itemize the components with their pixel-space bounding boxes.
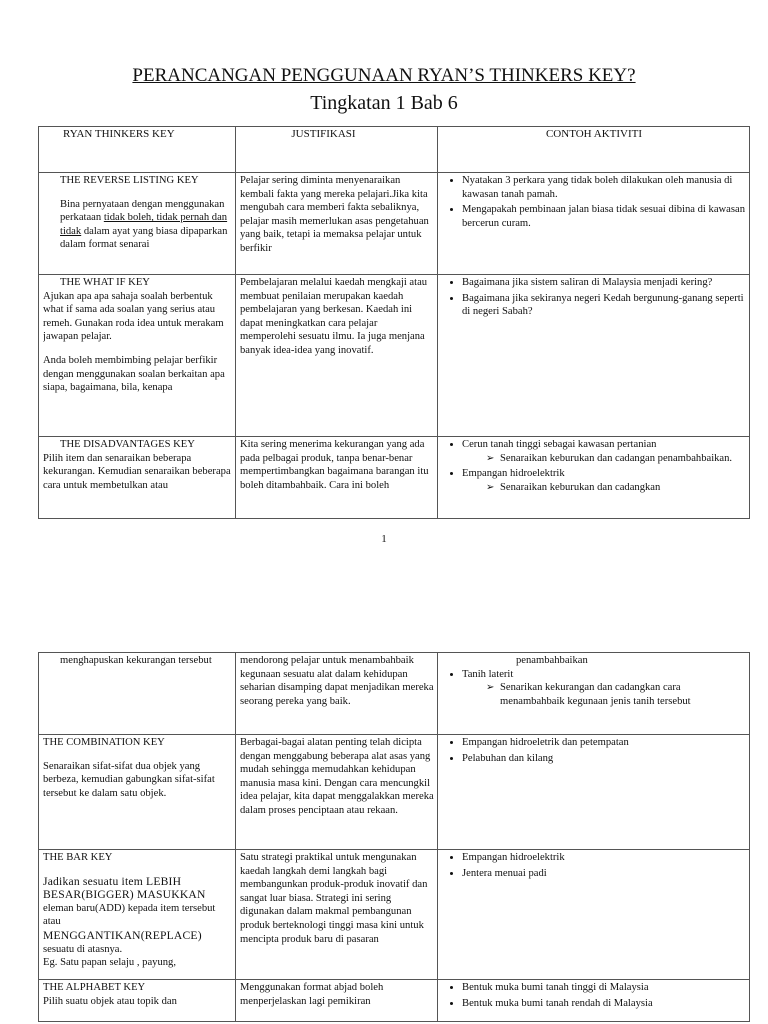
key-cell bbox=[39, 275, 236, 437]
table-row bbox=[39, 173, 750, 275]
list-item: • Empangan hidroelektrik ➢ Senaraikan keburukan dan cadangkan bbox=[462, 467, 746, 494]
justification-cell: Satu strategi praktikal untuk mengunakan kaedah langkah demi langkah bagi membangunkan produk-produk inovatif dan sangat luar biasa. Strategi ini sering digunakan dalam makmal pembangunan produk berteknologi tinggi masa kini untuk mencipta produk baru di pasaran bbox=[236, 850, 438, 980]
list-item: • Mengapakah pembinaan jalan biasa tidak sesuai dibina di kawasan bercerun curam. bbox=[462, 203, 746, 230]
justification-cell: Pembelajaran melalui kaedah mengkaji atau membuat penilaian merupakan kaedah pembelajaran yang berkesan. Kaedah ini dapat meningkatkan cara pelajar memperolehi sesuatu ilmu. Ia juga menjana banyak idea-idea yang inovatif. bbox=[236, 275, 438, 437]
justification-cell: Berbagai-bagai alatan penting telah dicipta dengan menggabung beberapa alat asas yang mudah sehingga memudahkan kehidupan manusia masa kini. Dengan cara mencungkil idea pelajar, kita dapat menggalakkan mereka dalam proses penciptaan atau rekaan. bbox=[236, 735, 438, 850]
sub-list-item: ➢ Senarikan kekurangan dan cadangkan cara menambahbaik kegunaan jenis tanih tersebut bbox=[500, 681, 746, 708]
key-description: Pilih suatu objek atau topik dan bbox=[43, 995, 177, 1007]
list-item: • Nyatakan 3 perkara yang tidak boleh dilakukan oleh manusia di kawasan tanah pamah. bbox=[462, 174, 746, 201]
key-cell bbox=[39, 735, 236, 850]
key-description: sesuatu di atasnya. bbox=[43, 943, 123, 955]
list-item: • Cerun tanah tinggi sebagai kawasan pertanian ➢ Senaraikan keburukan dan cadangan penambahbaikan. bbox=[462, 438, 746, 465]
table-row bbox=[39, 275, 750, 437]
document-subtitle: Tingkatan 1 Bab 6 bbox=[310, 92, 458, 114]
key-name: THE WHAT IF KEY bbox=[60, 277, 150, 288]
sub-list-item: ➢ Senaraikan keburukan dan cadangan penambahbaikan. bbox=[500, 452, 746, 466]
key-cell bbox=[39, 437, 236, 519]
list-item: • Empangan hidroeletrik dan petempatan bbox=[462, 736, 746, 750]
justification-cell: Menggunakan format abjad boleh menperjelaskan lagi pemikiran bbox=[236, 980, 438, 1022]
list-item: • Bentuk muka bumi tanah tinggi di Malaysia bbox=[462, 981, 746, 995]
thinkers-key-table bbox=[38, 126, 750, 519]
justification-cell: Pelajar sering diminta menyenaraikan kembali fakta yang mereka pelajari.Jika kita mengubah cara memberi fakta sebaliknya, pelajar masih memerlukan asas pengetahuan yang baik, tetapi ia memaksa pelajar untuk berfikir bbox=[236, 173, 438, 275]
key-name: THE BAR KEY bbox=[43, 852, 113, 863]
key-description: Jadikan sesuatu item LEBIH BESAR(BIGGER) MASUKKAN bbox=[43, 874, 206, 902]
key-description: Senaraikan sifat-sifat dua objek yang berbeza, kemudian gabungkan sifat-sifat tersebut ke dalam satu objek. bbox=[43, 760, 215, 799]
key-name: THE REVERSE LISTING KEY bbox=[60, 175, 199, 186]
activity-cell bbox=[438, 275, 750, 437]
document-title: PERANCANGAN PENGGUNAAN RYAN’S THINKERS KEY? bbox=[132, 65, 636, 86]
document-page-2 bbox=[0, 648, 768, 1024]
activity-cell bbox=[438, 850, 750, 980]
key-description: Bina pernyataan dengan menggunakan perkataan tidak boleh, tidak pernah dan tidak dalam ayat yang biasa dipaparkan dalam format senarai bbox=[60, 198, 228, 251]
key-cell: menghapuskan kekurangan tersebut bbox=[39, 653, 236, 735]
key-description: Eg. Satu papan selaju , payung, bbox=[43, 957, 176, 969]
list-item: • Jentera menuai padi bbox=[462, 867, 746, 881]
activity-cell bbox=[438, 735, 750, 850]
header-contoh-aktiviti: CONTOH AKTIVITI bbox=[438, 127, 750, 173]
header-ryan-thinkers-key: RYAN THINKERS KEY bbox=[39, 127, 236, 173]
list-item: • Bagaimana jika sekiranya negeri Kedah bergunung-ganang seperti di negeri Sabah? bbox=[462, 292, 746, 319]
table-header-row bbox=[39, 127, 750, 173]
activity-cell: penambahbaikan • Tanih laterit ➢ Senarikan kekurangan dan cadangkan cara menambahbaik kegunaan jenis tanih tersebut bbox=[438, 653, 750, 735]
justification-cell: mendorong pelajar untuk menambahbaik kegunaan sesuatu alat dalam kehidupan seharian disamping dapat menjadikan mereka seorang pereka yang baik. bbox=[236, 653, 438, 735]
list-item: • Empangan hidroelektrik bbox=[462, 851, 746, 865]
table-row bbox=[39, 437, 750, 519]
activity-cell bbox=[438, 173, 750, 275]
key-cell bbox=[39, 850, 236, 980]
table-row bbox=[39, 653, 750, 735]
key-name: THE COMBINATION KEY bbox=[43, 737, 165, 748]
table-row bbox=[39, 735, 750, 850]
list-item: • Bentuk muka bumi tanah rendah di Malaysia bbox=[462, 997, 746, 1011]
header-justifikasi: JUSTIFIKASI bbox=[236, 127, 438, 173]
key-cell bbox=[39, 980, 236, 1022]
key-description: eleman baru(ADD) kepada item tersebut atau bbox=[43, 902, 216, 928]
list-item: • Bagaimana jika sistem saliran di Malaysia menjadi kering? bbox=[462, 276, 746, 290]
activity-cell bbox=[438, 437, 750, 519]
key-name: THE ALPHABET KEY bbox=[43, 982, 146, 993]
thinkers-key-table-continued bbox=[38, 652, 750, 1022]
page-gap bbox=[0, 580, 768, 648]
table-row bbox=[39, 980, 750, 1022]
list-item: • Tanih laterit ➢ Senarikan kekurangan dan cadangkan cara menambahbaik kegunaan jenis tanih tersebut bbox=[462, 668, 746, 709]
page-number: 1 bbox=[381, 533, 387, 545]
activity-cell bbox=[438, 980, 750, 1022]
table-row bbox=[39, 850, 750, 980]
list-item: • Pelabuhan dan kilang bbox=[462, 752, 746, 766]
key-description: Ajukan apa apa sahaja soalah berbentuk what if sama ada soalan yang serius atau remeh. Gunakan roda idea untuk merakam jawapan pelajar. bbox=[43, 290, 224, 343]
key-description: Anda boleh membimbing pelajar berfikir dengan menggunakan soalan berkaitan apa siapa, bagaimana, bila, kenapa bbox=[43, 354, 225, 394]
key-description: MENGGANTIKAN(REPLACE) bbox=[43, 928, 202, 942]
justification-cell: Kita sering menerima kekurangan yang ada pada pelbagai produk, tanpa benar-benar mempertimbangkan bagaimana barangan itu boleh ditambahbaik. Cara ini boleh bbox=[236, 437, 438, 519]
sub-list-item: ➢ Senaraikan keburukan dan cadangkan bbox=[500, 481, 746, 495]
key-name: THE DISADVANTAGES KEY bbox=[60, 439, 195, 450]
key-cell bbox=[39, 173, 236, 275]
key-description: Pilih item dan senaraikan beberapa kekurangan. Kemudian senaraikan beberapa cara untuk membetulkan atau bbox=[43, 452, 231, 491]
